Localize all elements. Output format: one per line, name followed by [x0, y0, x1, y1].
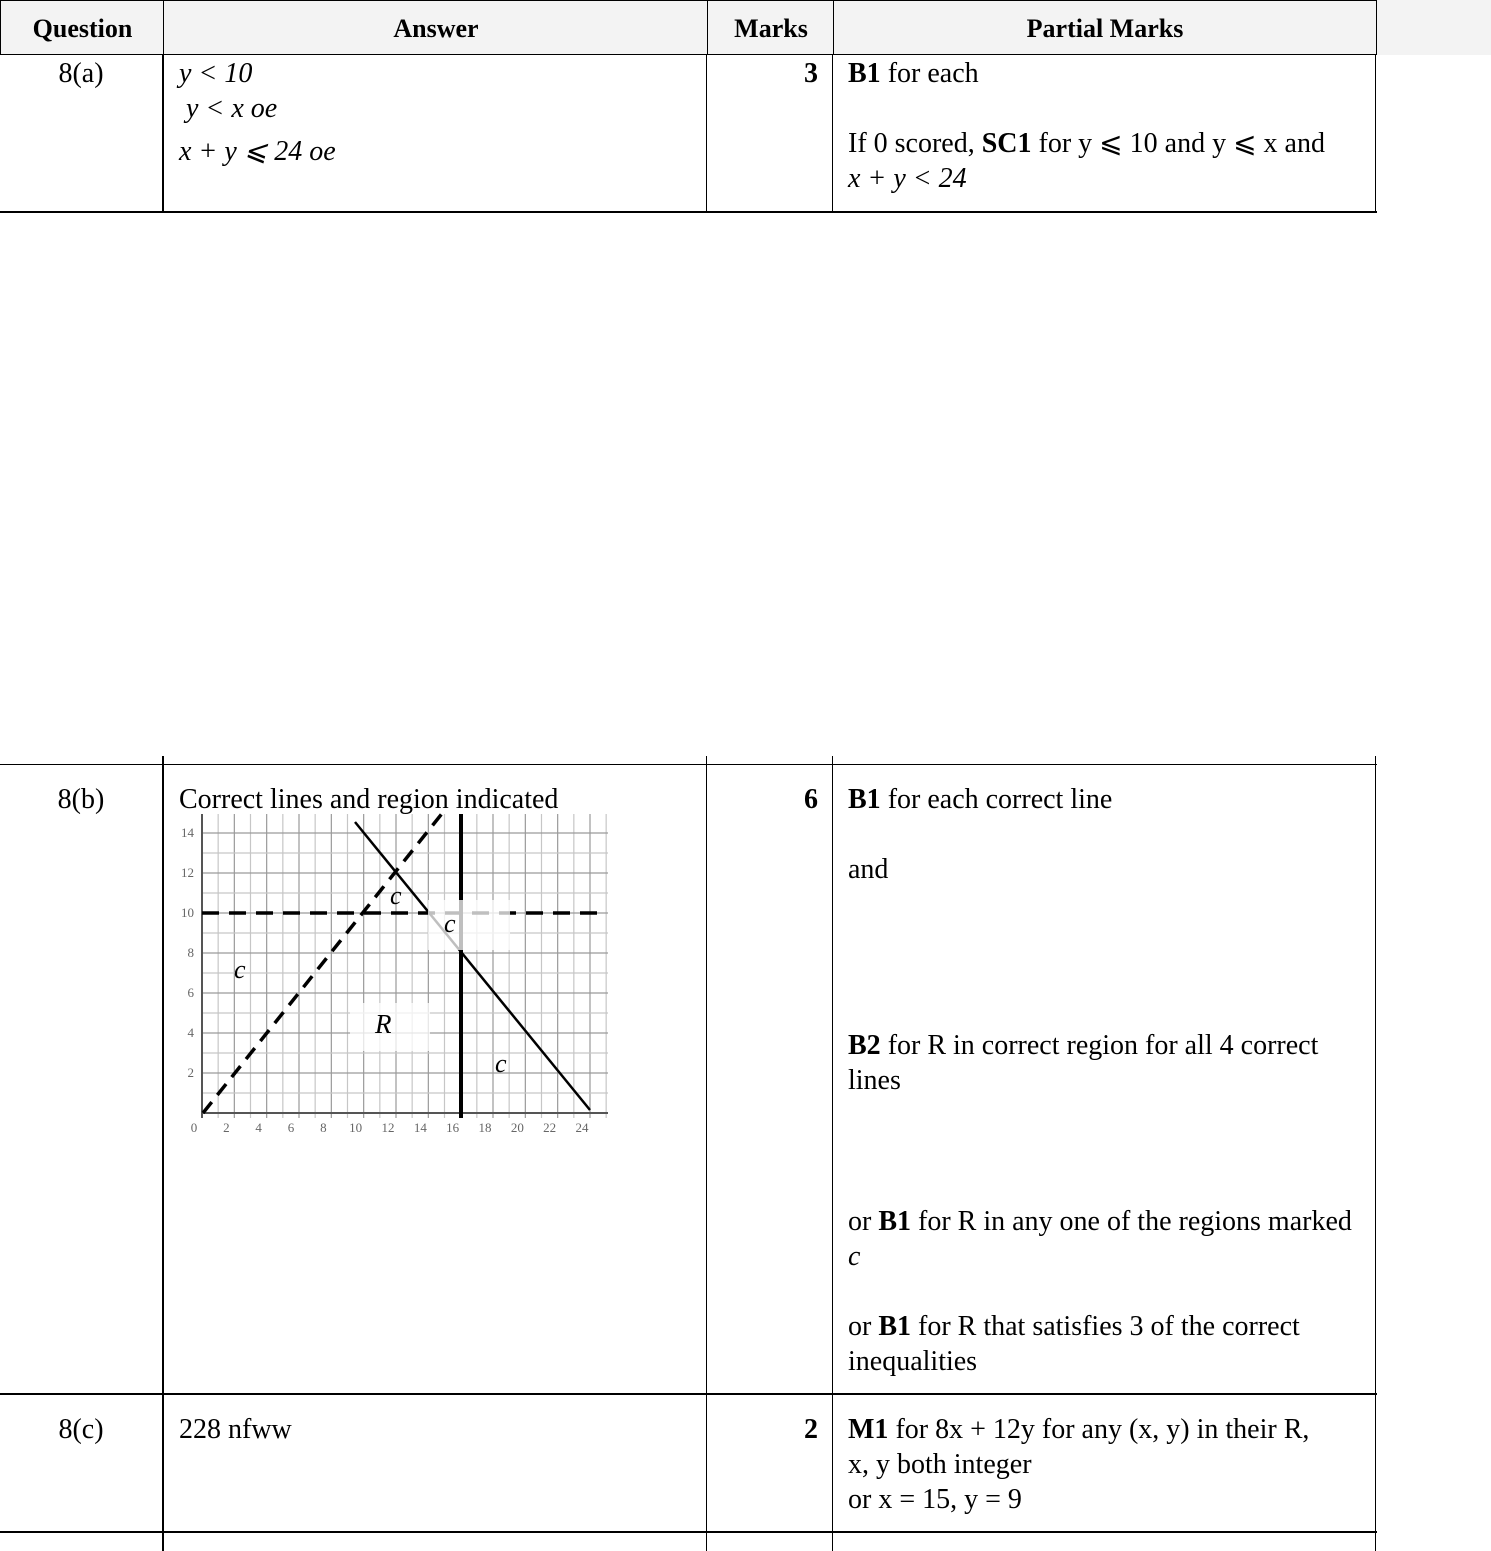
row-b-partial-1-code: B1: [848, 784, 881, 815]
row-c-bottom-border: [0, 1531, 1377, 1533]
row-b-divider-3: [832, 756, 833, 1395]
row-b-bottom-border: [0, 1393, 1377, 1395]
row-b-partial-5-code: B1: [878, 1311, 912, 1342]
row-a-divider-1: [162, 55, 164, 213]
graph-x-ticks: [191, 1120, 589, 1135]
row-a-partial-1-code: B1: [848, 58, 881, 89]
x-tick-label: 14: [413, 1120, 427, 1135]
row-c-question: 8(c): [58, 1414, 104, 1445]
row-a-partial-3: x + y < 24: [848, 163, 967, 194]
row-b-partial-5-pre: or: [848, 1311, 879, 1342]
row-b-partial-5-text: for R that satisfies 3 of the correct inequalities: [848, 1311, 1300, 1377]
region-graph: [178, 808, 618, 1138]
row-b-partial-3-text: for R in correct region for all 4 correct lines: [848, 1030, 1319, 1096]
row-a-answer-line-2: y < x oe: [186, 93, 278, 124]
x-tick-label: 2: [223, 1120, 230, 1135]
row-b-partial-3: [848, 1028, 1368, 1098]
header-marks: Marks: [707, 0, 834, 55]
row-b-partial-3-code: B2: [848, 1030, 881, 1061]
row-b-partial-4-text: for R in any one of the regions marked: [911, 1206, 1352, 1237]
header-answer: Answer: [163, 0, 708, 55]
x-tick-label: 10: [349, 1120, 363, 1135]
row-c-divider-2: [706, 1393, 707, 1551]
row-c-divider-1: [162, 1393, 164, 1551]
label-c-middle: c: [444, 909, 456, 938]
y-tick-label: 2: [187, 1065, 194, 1080]
row-a-partial-2-text: for y ⩽ 10 and y ⩽ x and: [1031, 128, 1325, 159]
label-c-right: c: [495, 1049, 507, 1078]
row-b-divider-2: [706, 756, 707, 1395]
row-b-partial-4-pre: or: [848, 1206, 879, 1237]
row-a-bottom-border: [0, 211, 1377, 213]
x-tick-label: 8: [320, 1120, 327, 1135]
row-a-question: 8(a): [58, 58, 104, 89]
row-b-partial-1: [848, 782, 1112, 817]
x-tick-label: 24: [575, 1120, 589, 1135]
line-x-plus-y-24: [355, 822, 590, 1110]
row-a-partial-2-pre: If 0 scored,: [848, 128, 982, 159]
row-c-partial-3: or x = 15, y = 9: [848, 1484, 1022, 1515]
y-tick-label: 12: [181, 865, 194, 880]
row-a-answer-line-1: y < 10: [179, 58, 253, 89]
x-tick-label: 0: [190, 1120, 198, 1135]
x-tick-label: 22: [543, 1120, 557, 1135]
row-c-marks: 2: [804, 1414, 818, 1445]
row-c-partial-1-text: for 8x + 12y for any (x, y) in their R,: [888, 1414, 1310, 1445]
y-tick-label: 14: [181, 825, 194, 840]
y-tick-label: 10: [181, 905, 194, 920]
x-tick-label: 4: [255, 1120, 262, 1135]
row-c-partial-1: [848, 1412, 1309, 1447]
graph-y-ticks: [181, 825, 195, 1080]
row-a-partial-1: [848, 56, 979, 91]
row-b-top-border: [0, 764, 1377, 765]
row-c-divider-4: [1375, 1393, 1376, 1551]
header-question: Question: [0, 0, 164, 55]
y-tick-label: 4: [187, 1025, 194, 1040]
row-b-partial-4: [848, 1204, 1368, 1274]
y-tick-label: 8: [187, 945, 194, 960]
x-tick-label: 16: [446, 1120, 460, 1135]
row-b-question: 8(b): [57, 784, 105, 815]
row-a-divider-3: [832, 55, 833, 213]
row-c-answer: 228 nfww: [179, 1414, 292, 1445]
x-tick-label: 18: [478, 1120, 492, 1135]
row-b-partial-5: [848, 1309, 1368, 1379]
row-a-divider-4: [1375, 55, 1376, 213]
row-b-marks: 6: [804, 784, 818, 815]
row-a-partial-2: [848, 126, 1325, 161]
row-c-partial-1-code: M1: [848, 1414, 889, 1445]
row-b-divider-1: [162, 756, 164, 1395]
row-c-divider-3: [832, 1393, 833, 1551]
y-tick-label: 6: [187, 985, 194, 1000]
x-tick-label: 12: [381, 1120, 395, 1135]
row-b-partial-4-code: B1: [878, 1206, 912, 1237]
row-b-partial-1-text: for each correct line: [880, 784, 1113, 815]
row-b-divider-4: [1375, 756, 1376, 1395]
header-partial-marks: Partial Marks: [833, 0, 1377, 55]
x-tick-label: 6: [287, 1120, 295, 1135]
label-patch-c: [428, 900, 510, 950]
row-b-partial-2: and: [848, 854, 889, 885]
row-a-marks: 3: [804, 58, 818, 89]
row-c-partial-2: x, y both integer: [848, 1449, 1032, 1480]
label-r: R: [375, 1009, 392, 1039]
row-b-answer: Correct lines and region indicated: [179, 784, 559, 815]
row-b-partial-4-italic: c: [848, 1241, 861, 1272]
label-c-top: c: [390, 881, 402, 910]
x-tick-label: 20: [510, 1120, 524, 1135]
row-a-answer-line-3: x + y ⩽ 24 oe: [179, 136, 336, 167]
row-a-partial-2-code: SC1: [981, 128, 1032, 159]
row-a-partial-1-text: for each: [880, 58, 979, 89]
label-c-left: c: [234, 955, 246, 984]
row-a-divider-2: [706, 55, 707, 213]
